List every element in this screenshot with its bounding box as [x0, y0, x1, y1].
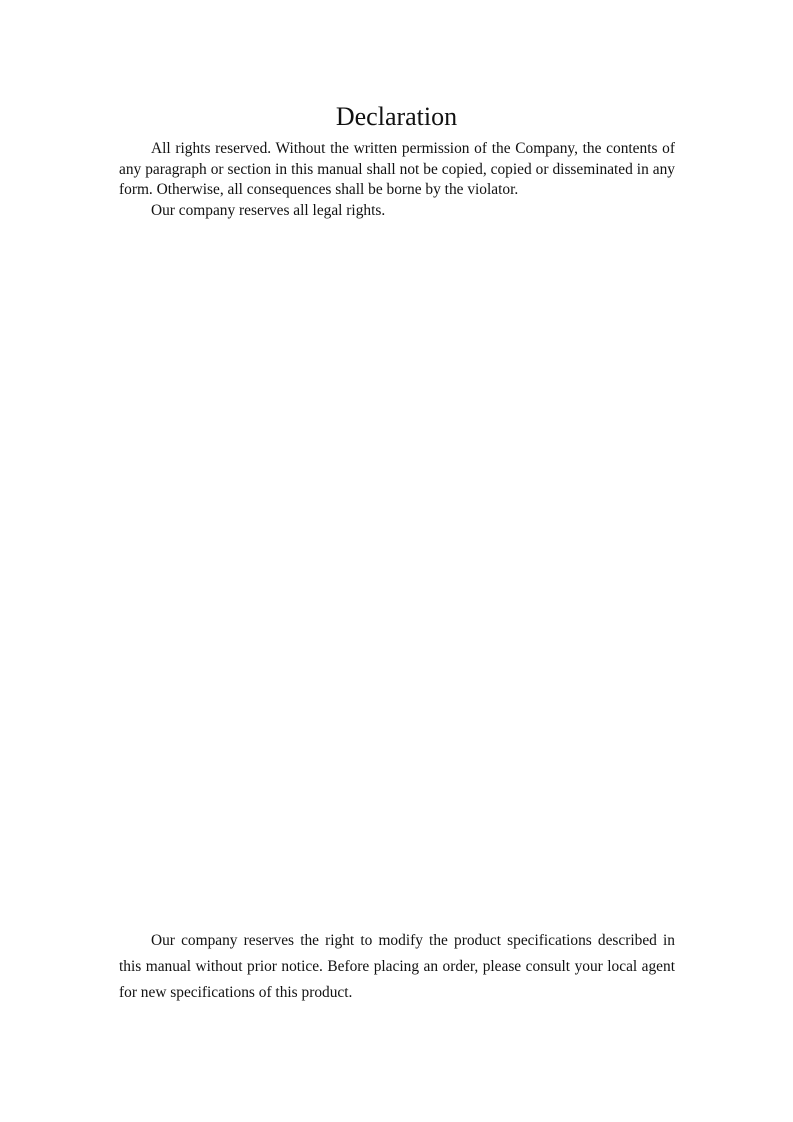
- page-title: Declaration: [335, 102, 458, 131]
- legal-rights-paragraph: Our company reserves all legal rights.: [151, 201, 386, 219]
- copyright-paragraph: All rights reserved. Without the written permission of the Company, the contents of any paragraph or section in this manual shall not be copied, copied or disseminated in any form. Otherwise, all consequences shall be borne by the violator.: [119, 140, 675, 199]
- specification-notice-paragraph: Our company reserves the right to modify the product specifications described in this manual without prior notice. Before placing an order, please consult your local agent for new specifications of this product.: [119, 932, 675, 1001]
- specification-notice: [119, 928, 675, 1006]
- declaration-body: [119, 139, 675, 221]
